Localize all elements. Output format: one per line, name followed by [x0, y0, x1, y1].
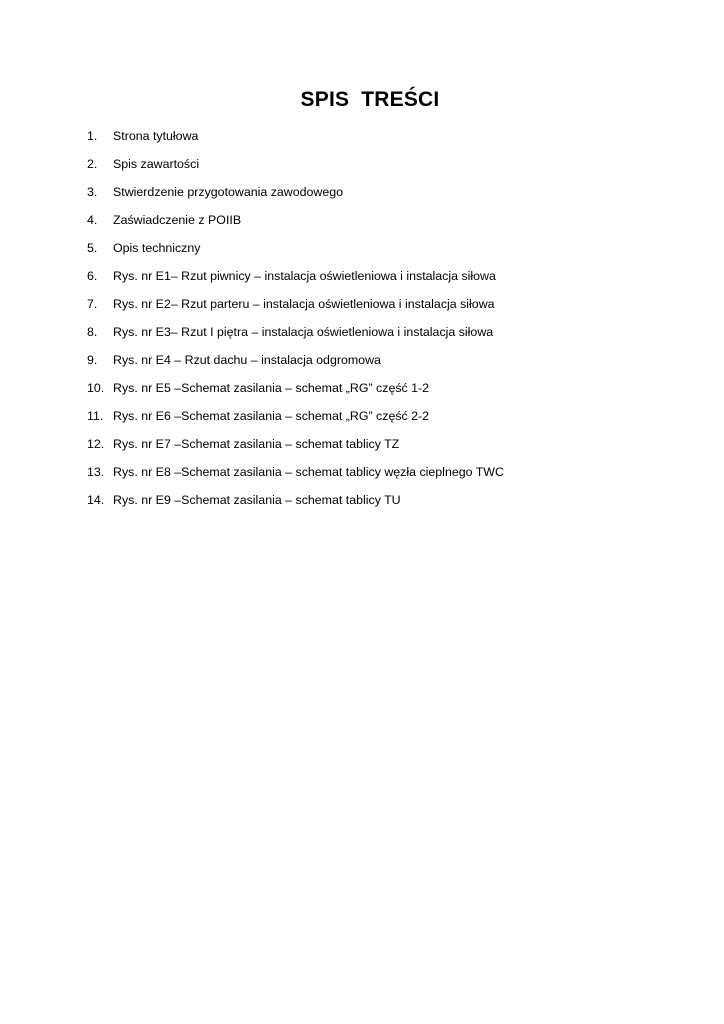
toc-item-number: 7. [87, 297, 98, 311]
toc-item-number: 3. [87, 185, 98, 199]
table-of-contents [87, 128, 504, 520]
toc-item-text: Opis techniczny [113, 241, 201, 255]
toc-item-number: 11. [87, 409, 104, 423]
toc-item-number: 14. [87, 493, 105, 507]
toc-item-number: 6. [87, 269, 98, 283]
toc-item [87, 408, 504, 436]
toc-item-text: Rys. nr E6 –Schemat zasilania – schemat „RG” część 2-2 [113, 409, 430, 423]
page-title: SPIS TREŚCI [300, 88, 440, 111]
toc-item-text: Rys. nr E1– Rzut piwnicy – instalacja oświetleniowa i instalacja siłowa [113, 269, 496, 283]
toc-item-text: Zaświadczenie z POIIB [113, 213, 242, 227]
toc-item [87, 156, 504, 184]
toc-item-number: 8. [87, 325, 98, 339]
toc-item-text: Rys. nr E3– Rzut I piętra – instalacja oświetleniowa i instalacja siłowa [113, 325, 494, 339]
toc-item-text: Rys. nr E2– Rzut parteru – instalacja oświetleniowa i instalacja siłowa [113, 297, 495, 311]
toc-item-number: 12. [87, 437, 105, 451]
toc-item-number: 1. [87, 129, 98, 143]
toc-item [87, 436, 504, 464]
toc-item [87, 492, 504, 520]
toc-item-text: Rys. nr E8 –Schemat zasilania – schemat tablicy węzła cieplnego TWC [113, 465, 504, 479]
toc-item-number: 2. [87, 157, 98, 171]
toc-item [87, 464, 504, 492]
toc-item-number: 9. [87, 353, 98, 367]
toc-item-text: Rys. nr E5 –Schemat zasilania – schemat „RG” część 1-2 [113, 381, 430, 395]
toc-item-number: 13. [87, 465, 105, 479]
toc-item-number: 4. [87, 213, 98, 227]
toc-item [87, 352, 504, 380]
toc-item-text: Stwierdzenie przygotowania zawodowego [113, 185, 344, 199]
toc-item [87, 380, 504, 408]
toc-item [87, 212, 504, 240]
toc-item-number: 5. [87, 241, 98, 255]
toc-item [87, 296, 504, 324]
toc-item [87, 324, 504, 352]
toc-item-text: Rys. nr E9 –Schemat zasilania – schemat tablicy TU [113, 493, 401, 507]
toc-item [87, 128, 504, 156]
toc-item-text: Rys. nr E4 – Rzut dachu – instalacja odgromowa [113, 353, 381, 367]
toc-item-text: Rys. nr E7 –Schemat zasilania – schemat tablicy TZ [113, 437, 400, 451]
toc-item-text: Spis zawartości [113, 157, 200, 171]
toc-item-number: 10. [87, 381, 105, 395]
toc-item [87, 240, 504, 268]
toc-item [87, 184, 504, 212]
toc-item-text: Strona tytułowa [113, 129, 199, 143]
toc-item [87, 268, 504, 296]
